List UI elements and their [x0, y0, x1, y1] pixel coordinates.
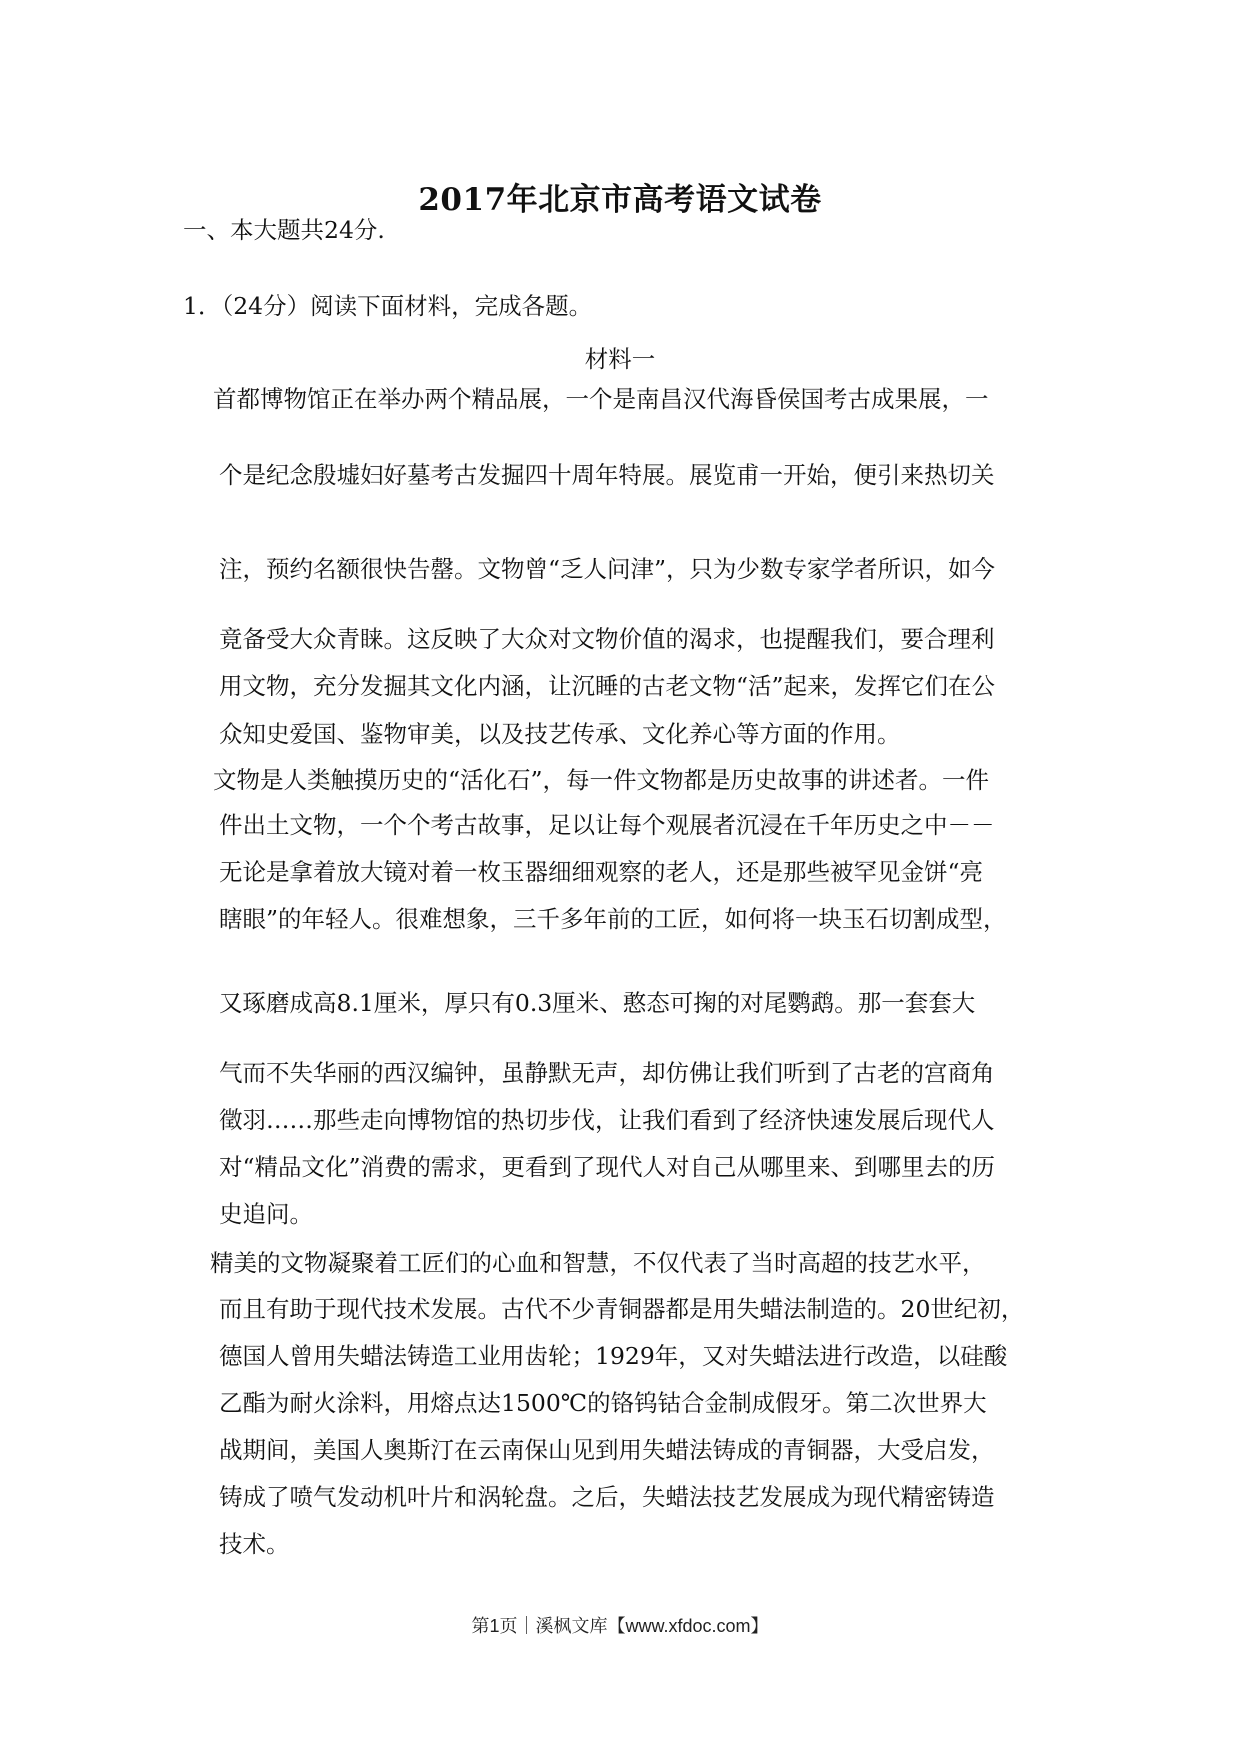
- paragraph-line: 徵羽……那些走向博物馆的热切步伐，让我们看到了经济快速发展后现代人: [219, 1106, 995, 1134]
- paragraph-line: 个是纪念殷墟妇好墓考古发掘四十周年特展。展览甫一开始，便引来热切关: [219, 461, 995, 489]
- paragraph-line: 德国人曾用失蜡法铸造工业用齿轮；1929年，又对失蜡法进行改造，以硅酸: [219, 1342, 1008, 1370]
- page-footer: 第1页｜溪枫文库【www.xfdoc.com】: [471, 1616, 769, 1636]
- paragraph-line: 首都博物馆正在举办两个精品展，一个是南昌汉代海昏侯国考古成果展，一: [213, 385, 989, 413]
- paragraph-line: 又琢磨成高8.1厘米，厚只有0.3厘米、憨态可掬的对尾鹦鹉。那一套套大: [219, 989, 976, 1017]
- paragraph-line: 瞎眼”的年轻人。很难想象，三千多年前的工匠，如何将一块玉石切割成型，: [219, 905, 1007, 933]
- paragraph-line: 技术。: [219, 1530, 290, 1558]
- paragraph-line: 史追问。: [219, 1200, 313, 1228]
- paragraph-line: 而且有助于现代技术发展。古代不少青铜器都是用失蜡法制造的。20世纪初，: [219, 1295, 1025, 1323]
- paragraph-line: 无论是拿着放大镜对着一枚玉器细细观察的老人，还是那些被罕见金饼“亮: [219, 858, 984, 886]
- paragraph-line: 注，预约名额很快告罄。文物曾“乏人问津”，只为少数专家学者所识，如今: [219, 555, 996, 583]
- section-heading: 一、本大题共24分.: [183, 216, 385, 244]
- document-title: 2017年北京市高考语文试卷: [418, 182, 822, 218]
- material-title: 材料一: [584, 345, 656, 373]
- paragraph-line: 众知史爱国、鉴物审美，以及技艺传承、文化养心等方面的作用。: [219, 720, 901, 748]
- question-line: 1．（24分）阅读下面材料，完成各题。: [183, 292, 593, 320]
- paragraph-line: 战期间，美国人奥斯汀在云南保山见到用失蜡法铸成的青铜器，大受启发，: [219, 1436, 995, 1464]
- paragraph-line: 用文物，充分发掘其文化内涵，让沉睡的古老文物“活”起来，发挥它们在公: [219, 672, 996, 700]
- paragraph-line: 铸成了喷气发动机叶片和涡轮盘。之后，失蜡法技艺发展成为现代精密铸造: [219, 1483, 995, 1511]
- paragraph-line: 精美的文物凝聚着工匠们的心血和智慧，不仅代表了当时高超的技艺水平，: [210, 1249, 986, 1277]
- paragraph-line: 乙酯为耐火涂料，用熔点达1500℃的铬钨钴合金制成假牙。第二次世界大: [219, 1389, 987, 1417]
- paragraph-line: 对“精品文化”消费的需求，更看到了现代人对自己从哪里来、到哪里去的历: [219, 1153, 996, 1181]
- paragraph-line: 文物是人类触摸历史的“活化石”，每一件文物都是历史故事的讲述者。一件: [213, 766, 990, 794]
- paragraph-line: 竟备受大众青睐。这反映了大众对文物价值的渴求，也提醒我们，要合理利: [219, 625, 995, 653]
- paragraph-line: 件出土文物，一个个考古故事，足以让每个观展者沉浸在千年历史之中－－: [219, 811, 995, 839]
- paragraph-line: 气而不失华丽的西汉编钟，虽静默无声，却仿佛让我们听到了古老的宫商角: [219, 1059, 995, 1087]
